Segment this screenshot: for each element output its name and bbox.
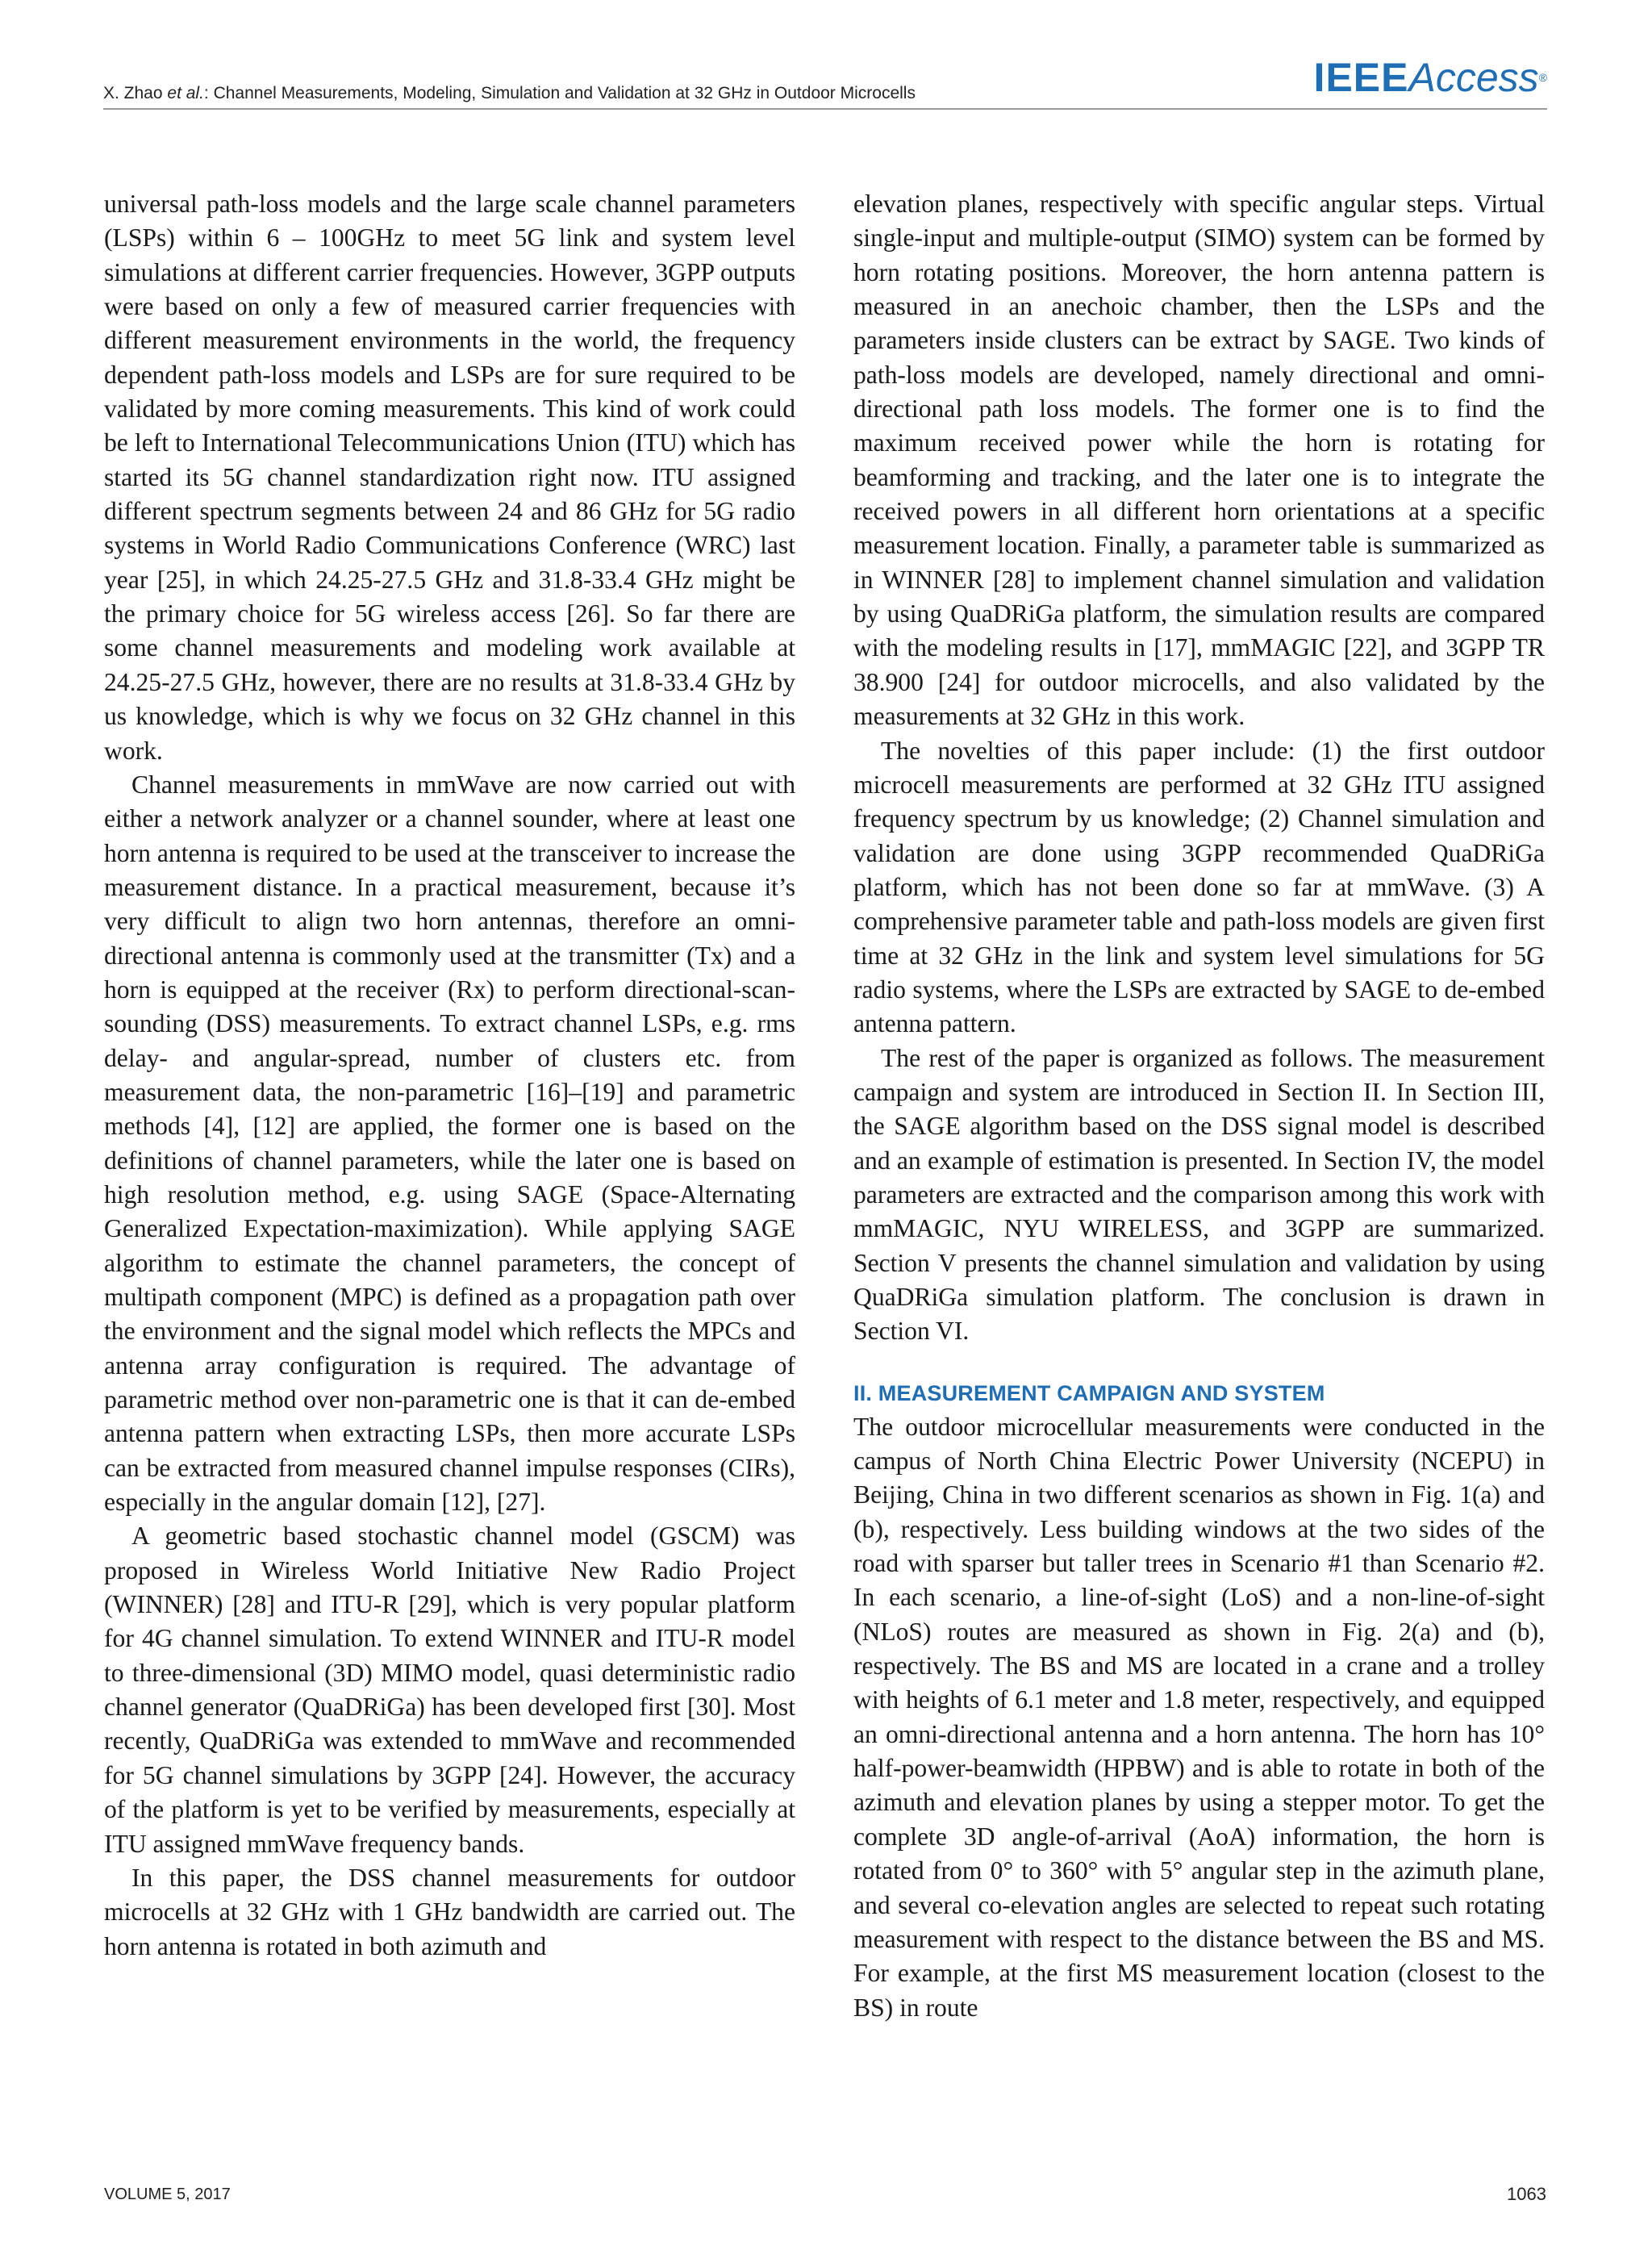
page-number: 1063: [1507, 2184, 1546, 2204]
ieee-access-logo: [1314, 53, 1547, 102]
paragraph: A geometric based stochastic channel model (GSCM) was proposed in Wireless World Initiative New Radio Project (WINNER) [28] and ITU-R [29], which is very popular platform for 4G channel simulation. To extend WINNER and ITU-R model to three-dimensional (3D) MIMO model, quasi deterministic radio channel generator (QuaDRiGa) has been developed first [30]. Most recently, QuaDRiGa was extended to mmWave and recommended for 5G channel simulations by 3GPP [24]. However, the accuracy of the platform is yet to be verified by measurements, especially at ITU assigned mmWave frequency bands.: [104, 1522, 795, 1858]
paragraph: The outdoor microcellular measurements were conducted in the campus of North China Electric Power University (NCEPU) in Beijing, China in two different scenarios as shown in Fig. 1(a) and (b), respectively. Less building windows at the two sides of the road with sparser but taller trees in Scenario #1 than Scenario #2. In each scenario, a line-of-sight (LoS) and a non-line-of-sight (NLoS) routes are measured as shown in Fig. 2(a) and (b), respectively. The BS and MS are located in a crane and a trolley with heights of 6.1 meter and 1.8 meter, respectively, and equipped an omni-directional antenna and a horn antenna. The horn has 10° half-power-beamwidth (HPBW) and is able to rotate in both of the azimuth and elevation planes by using a stepper motor. To get the complete 3D angle-of-arrival (AoA) information, the horn is rotated from 0° to 360° with 5° angular step in the azimuth plane, and several co-elevation angles are selected to repeat such rotating measurement with respect to the distance between the BS and MS. For example, at the first MS measurement location (closest to the BS) in route: [853, 1412, 1545, 2022]
paragraph: elevation planes, respectively with specific angular steps. Virtual single-input and multiple-output (SIMO) system can be formed by horn rotating positions. Moreover, the horn antenna pattern is measured in an anechoic chamber, then the LSPs and the parameters inside clusters can be extract by SAGE. Two kinds of path-loss models are developed, namely directional and omni-directional path loss models. The former one is to find the maximum received power while the horn is rotating for beamforming and tracking, and the later one is to integrate the received powers in all different horn orientations at a specific measurement location. Finally, a parameter table is summarized as in WINNER [28] to implement channel simulation and validation by using QuaDRiGa platform, the simulation results are compared with the modeling results in [17], mmMAGIC [22], and 3GPP TR 38.900 [24] for outdoor microcells, and also validated by the measurements at 32 GHz in this work.: [853, 190, 1545, 731]
section-heading: II. MEASUREMENT CAMPAIGN AND SYSTEM: [853, 1380, 1325, 1405]
header-authors: X. Zhao: [103, 84, 168, 102]
running-title: [103, 84, 916, 103]
header-divider: [103, 108, 1547, 110]
paragraph: universal path-loss models and the large scale channel parameters (LSPs) within 6 – 100GHz to meet 5G link and system level simulations at different carrier frequencies. However, 3GPP outputs were based on only a few of measured carrier frequencies with different measurement environments in the world, the frequency dependent path-loss models and LSPs are for sure required to be validated by more coming measurements. This kind of work could be left to International Telecommunications Union (ITU) which has started its 5G channel standardization right now. ITU assigned different spectrum segments between 24 and 86 GHz for 5G radio systems in World Radio Communications Conference (WRC) last year [25], in which 24.25-27.5 GHz and 31.8-33.4 GHz might be the primary choice for 5G wireless access [26]. So far there are some channel measurements and modeling work available at 24.25-27.5 GHz, however, there are no results at 31.8-33.4 GHz by us knowledge, which is why we focus on 32 GHz channel in this work.: [104, 190, 795, 765]
logo-access-text: Access: [1408, 55, 1539, 100]
header-paper-title: : Channel Measurements, Modeling, Simulation and Validation at 32 GHz in Outdoor Microcells: [203, 84, 916, 102]
logo-ieee-text: IEEE: [1313, 55, 1409, 100]
paragraph: Channel measurements in mmWave are now carried out with either a network analyzer or a channel sounder, where at least one horn antenna is required to be used at the transceiver to increase the measurement distance. In a practical measurement, because it’s very difficult to align two horn antennas, therefore an omni-directional antenna is commonly used at the transmitter (Tx) and a horn is equipped at the receiver (Rx) to perform directional-scan-sounding (DSS) measurements. To extract channel LSPs, e.g. rms delay- and angular-spread, number of clusters etc. from measurement data, the non-parametric [16]–[19] and parametric methods [4], [12] are applied, the former one is based on the definitions of channel parameters, while the later one is based on high resolution method, e.g. using SAGE (Space-Alternating Generalized Expectation-maximization). While applying SAGE algorithm to estimate the channel parameters, the concept of multipath component (MPC) is defined as a propagation path over the environment and the signal model which reflects the MPCs and antenna array configuration is required. The advantage of parametric method over non-parametric one is that it can de-embed antenna pattern when extracting LSPs, then more accurate LSPs can be extracted from measured channel impulse responses (CIRs), especially in the angular domain [12], [27].: [104, 770, 795, 1517]
logo-registered-mark: ®: [1538, 71, 1547, 84]
paragraph: In this paper, the DSS channel measurements for outdoor microcells at 32 GHz with 1 GHz bandwidth are carried out. The horn antenna is rotated in both azimuth and: [104, 1863, 795, 1960]
paragraph: The rest of the paper is organized as follows. The measurement campaign and system are introduced in Section II. In Section III, the SAGE algorithm based on the DSS signal model is described and an example of estimation is presented. In Section IV, the model parameters are extracted and the comparison among this work with mmMAGIC, NYU WIRELESS, and 3GPP are summarized. Section V presents the channel simulation and validation by using QuaDRiGa simulation platform. The conclusion is drawn in Section VI.: [853, 1043, 1545, 1346]
running-header: [103, 55, 1547, 113]
paragraph: The novelties of this paper include: (1) the first outdoor microcell measurements are performed at 32 GHz ITU assigned frequency spectrum by us knowledge; (2) Channel simulation and validation are done using 3GPP recommended QuaDRiGa platform, which has not been done so far at mmWave. (3) A comprehensive parameter table and path-loss models are given first time at 32 GHz in the link and system level simulations for 5G radio systems, where the LSPs are extracted by SAGE to de-embed antenna pattern.: [853, 736, 1545, 1038]
header-etal: et al.: [167, 84, 204, 102]
footer-volume: VOLUME 5, 2017: [104, 2185, 231, 2203]
left-column: [104, 187, 795, 1964]
right-column: [853, 187, 1545, 2025]
